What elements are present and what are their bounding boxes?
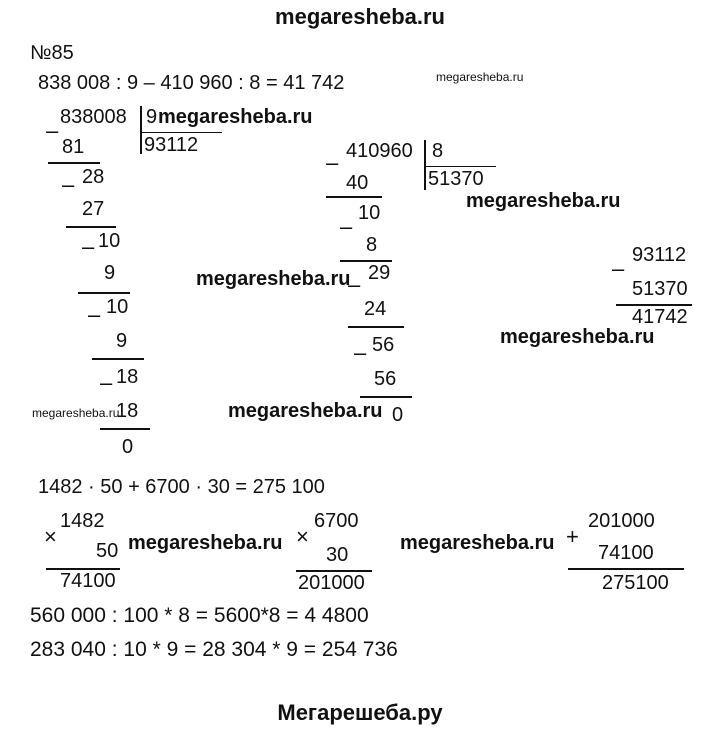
sum: 275100: [602, 572, 669, 594]
problem-number: №85: [30, 42, 74, 64]
watermark: megaresheba.ru: [158, 106, 313, 128]
factor-a: 6700: [314, 510, 359, 532]
quotient-line: [426, 166, 496, 167]
step-line: [78, 292, 130, 294]
step-line: [360, 396, 412, 398]
divisor: 8: [432, 140, 444, 162]
watermark: megaresheba.ru: [196, 268, 351, 290]
equation-4: 283 040 : 10 * 9 = 28 304 * 9 = 254 736: [30, 638, 398, 661]
step-line: [48, 162, 100, 164]
step-line: [348, 326, 404, 328]
step: 29: [368, 262, 391, 284]
plus-sign: +: [566, 524, 579, 549]
quotient-line: [142, 132, 222, 133]
step: 28: [82, 166, 105, 188]
step: 9: [116, 330, 128, 352]
step: 10: [106, 296, 129, 318]
step: 10: [358, 202, 381, 224]
addend-b: 74100: [598, 542, 654, 564]
difference: 41742: [632, 306, 688, 328]
step: 40: [346, 172, 369, 194]
result-line: [568, 568, 684, 570]
minus-sign: –: [88, 302, 101, 327]
dividend: 838008: [60, 106, 127, 128]
watermark: megaresheba.ru: [466, 190, 621, 212]
step: 10: [98, 230, 121, 252]
minus-sign: –: [340, 214, 353, 239]
step: 9: [104, 262, 116, 284]
dividend: 410960: [346, 140, 413, 162]
step-remainder: 0: [392, 404, 404, 426]
division-bar: [140, 106, 142, 154]
minus-sign: –: [354, 340, 367, 365]
product: 74100: [60, 570, 116, 592]
step-line: [92, 358, 144, 360]
minus-sign: –: [82, 234, 95, 259]
step: 8: [366, 234, 378, 256]
product: 201000: [298, 572, 365, 594]
step-line: [326, 196, 382, 198]
step: 27: [82, 198, 105, 220]
watermark: megaresheba.ru: [228, 400, 383, 422]
step: 81: [62, 136, 85, 158]
subtrahend: 51370: [632, 278, 688, 300]
watermark: megaresheba.ru: [500, 326, 655, 348]
step: 56: [374, 368, 397, 390]
minus-sign: –: [612, 256, 625, 281]
equation-2: 1482 · 50 + 6700 · 30 = 275 100: [38, 476, 325, 498]
step: 24: [364, 298, 387, 320]
watermark: megaresheba.ru: [128, 532, 283, 554]
step: 56: [372, 334, 395, 356]
multiply-sign: ×: [44, 524, 57, 549]
footer-site-title: Мегарешеба.ру: [277, 700, 443, 725]
equation-1: 838 008 : 9 – 410 960 : 8 = 41 742: [38, 72, 345, 94]
addend-a: 201000: [588, 510, 655, 532]
minus-sign: –: [62, 172, 75, 197]
minus-sign: –: [326, 150, 339, 175]
division-bar: [424, 140, 426, 190]
minus-sign: –: [100, 370, 113, 395]
header-site-title: megaresheba.ru: [275, 4, 445, 29]
divisor: 9: [146, 106, 158, 128]
step-line: [100, 428, 150, 430]
step: 18: [116, 366, 139, 388]
multiply-sign: ×: [296, 524, 309, 549]
step-line: [66, 226, 116, 228]
watermark: megaresheba.ru: [400, 532, 555, 554]
factor-b: 30: [326, 544, 349, 566]
watermark-small: megaresheba.ru: [436, 70, 524, 84]
quotient: 93112: [144, 134, 199, 156]
minus-sign: –: [46, 118, 59, 143]
minuend: 93112: [632, 244, 687, 266]
equation-3: 560 000 : 100 * 8 = 5600*8 = 4 4800: [30, 604, 369, 627]
watermark-small: megaresheba.ru: [32, 406, 120, 420]
step-remainder: 0: [122, 436, 134, 458]
quotient: 51370: [428, 168, 484, 190]
factor-a: 1482: [60, 510, 105, 532]
minus-sign: –: [348, 272, 361, 297]
step: 18: [116, 400, 139, 422]
factor-b: 50: [96, 540, 119, 562]
